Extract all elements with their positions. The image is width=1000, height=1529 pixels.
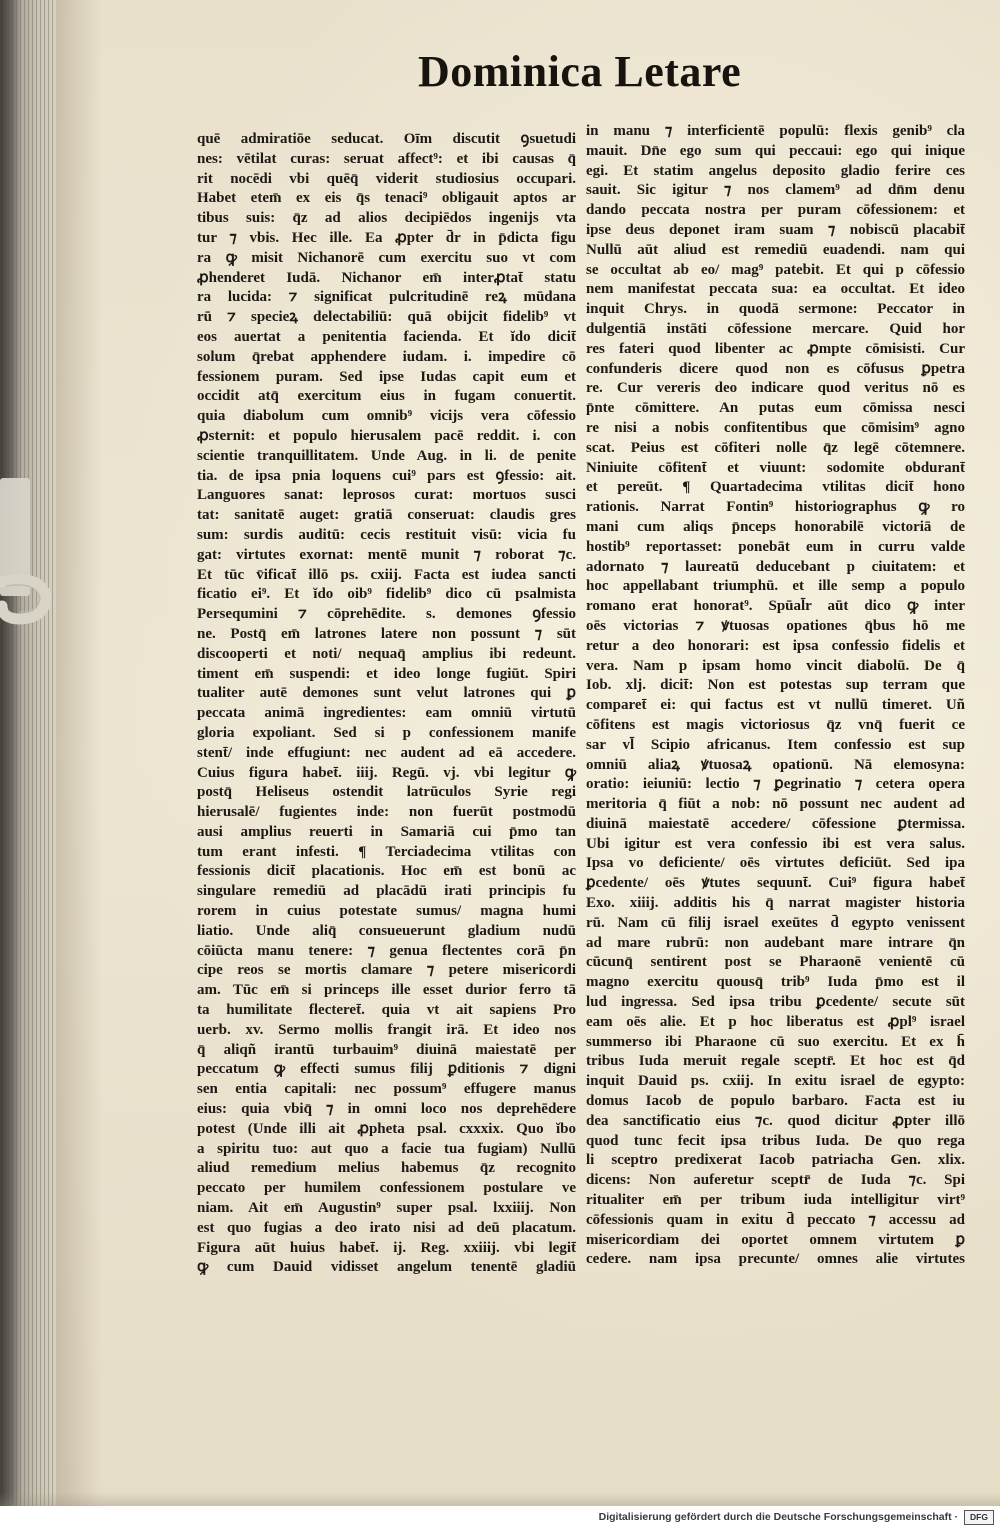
- text-line: aliud remedium melius habemus q̄z recognito: [197, 1160, 576, 1177]
- text-line: dulgentiā instāti cōfessione mercare. Quid hor: [586, 320, 965, 337]
- text-line: Nullū aūt aliud est remediū euadendi. nam qui: [586, 241, 965, 258]
- text-line: ausi amplius reuerti in Samariā cui p̄mo tan: [197, 823, 576, 840]
- text-line: cōfitens est magis victoriosus q̄z vnq̄ fuerit ce: [586, 716, 965, 733]
- text-line: ꝓsternit: et populo hierusalem pacē reddit. i. con: [197, 427, 576, 444]
- text-line: magno exercitu quousq̄ trib⁹ Iuda p̄mo est il: [586, 974, 965, 991]
- text-line: eam oēs alie. Et p hoc liberatus est ꝓpl⁹ israel: [586, 1013, 965, 1030]
- page-title: Dominica Letare: [418, 47, 742, 96]
- text-line: romano erat honorat⁹. Spūal̄r aūt dico ꝙ inter: [586, 598, 965, 615]
- text-line: q̄ aliqñ irantū turbauim⁹ diuinā maiestatē per: [197, 1041, 576, 1058]
- text-line: ꝑcedente/ oēs ꝟtutes sequunt̄. Cui⁹ figura habet̄: [586, 875, 965, 892]
- text-line: rit nocēdi vbi quēq̄ viderit studiosius occupari.: [197, 170, 576, 187]
- footer-credit: Digitalisierung gefördert durch die Deutsche Forschungsgemeinschaft ·: [598, 1511, 958, 1523]
- text-line: ra lucida: ⁊ significat pulcritudinē reꝝ mūdana: [197, 289, 576, 306]
- text-line: Languores sanat: leprosos curat: mortuos susci: [197, 487, 576, 504]
- text-line: tribus Iuda meruit regale sceptr̄. Et hoc est q̄d: [586, 1053, 965, 1070]
- text-line: rū. Nam cū filij israel exeūtes d̄ egypto venissent: [586, 914, 965, 931]
- text-line: timent em̄ suspendi: et ideo longe fugiūt. Spiri: [197, 665, 576, 682]
- text-line: niam. Ait em̄ Augustin⁹ super psal. lxxiiij. Non: [197, 1200, 576, 1217]
- text-line: oratio: ieiuniū: lectio ⁊ ꝑegrinatio ⁊ cetera opera: [586, 776, 965, 793]
- text-line: et pereūt. ¶ Quartadecima vtilitas dicit̄ hono: [586, 479, 965, 496]
- text-line: sen entia capitali: nec possum⁹ effugere manus: [197, 1081, 576, 1098]
- text-line: inquit Dauid ps. cxiij. In exitu israel de egypto:: [586, 1073, 965, 1090]
- text-line: domus Iacob de populo barbaro. Facta est iu: [586, 1093, 965, 1110]
- text-line: Et tūc v̄ificat̄ illō ps. cxiij. Facta est iudea sancti: [197, 566, 576, 583]
- text-line: scientie tranquillitatem. Unde Aug. in li. de penite: [197, 447, 576, 464]
- text-line: oēs victorias ⁊ ꝟtuosas opationes q̄bus hō me: [586, 617, 965, 634]
- text-line: quia diabolum cum omnib⁹ vicijs vera cōfessio: [197, 408, 576, 425]
- text-line: quod tunc fecit ipsa tribus Iuda. De quo rega: [586, 1132, 965, 1149]
- text-line: Cuius figura habet̄. iiij. Regū. vj. vbi legitur ꝙ: [197, 764, 576, 781]
- text-line: hostib⁹ reportasset: ponebāt eum in curru valde: [586, 538, 965, 555]
- text-line: hoc appellabant triumphū. et ille semp a populo: [586, 578, 965, 595]
- text-line: singulare remediū ad placādū irati principis fu: [197, 883, 576, 900]
- text-line: quē admiratiōe seducat. Oīm discutit ꝯsuetudi: [197, 131, 576, 147]
- text-line: mauit. Dn̄e ego sum qui peccaui: ego qui inique: [586, 142, 965, 159]
- text-line: peccatum ꝙ effecti sumus filij ꝑditionis ⁊ digni: [197, 1061, 576, 1078]
- text-line: potest (Unde illi ait ꝓpheta psal. cxxxix. Quo ĭbo: [197, 1120, 576, 1137]
- text-line: scat. Peius est cōfiteri nolle q̄z legē cōtemnere.: [586, 439, 965, 456]
- text-line: rorem in cuius potestate sumus/ magna humi: [197, 903, 576, 920]
- text-line: est quo fugias a deo irato nisi ad deū placatum.: [197, 1219, 576, 1236]
- text-line: hierusalē/ fugientes inde: non fuerūt postmodū: [197, 804, 576, 821]
- text-line: sauit. Sic igitur ⁊ nos clamem⁹ ad dn̄m denu: [586, 182, 965, 199]
- text-line: gat: virtutes exornat: mentē munit ⁊ roborat ⁊c.: [197, 546, 576, 563]
- text-line: re nisi a nobis confitentibus que cōmisim⁹ agno: [586, 419, 965, 436]
- text-line: stent̄/ inde effugiunt: nec audent ad eā accedere.: [197, 744, 576, 761]
- text-line: am. Tūc em̄ si princeps ille esset durior ferro tā: [197, 982, 576, 999]
- text-line: summerso ibi Pharaone cū suo exercitu. Et ex h̄: [586, 1033, 965, 1050]
- text-line: tat: sanitatē auget: gratiā conseruat: claudis gres: [197, 507, 576, 524]
- text-line: comparet̄ ei: qui factus est vt nullū timeret. Uñ: [586, 697, 965, 714]
- text-line: ficatio ei⁹. Et ĭdo oib⁹ fidelib⁹ dico cū psalmista: [197, 586, 576, 603]
- text-line: cōiūcta manu tenere: ⁊ genua flectentes corā p̄n: [197, 942, 576, 959]
- text-line: uerb. xv. Sermo mollis frangit irā. Et ideo nos: [197, 1021, 576, 1038]
- bookmark-strip: [0, 478, 52, 628]
- text-line: sum: surdis auditū: cecis restituit visū: vicia fu: [197, 526, 576, 543]
- text-line: a spiritu tuo: aut quo a facie tua fugiam) Nullū: [197, 1140, 576, 1157]
- text-line: peccata animā ingredientes: eam omniū virtutū: [197, 705, 576, 722]
- text-line: eos auertat a penitentia facienda. Et ĭdo dicit̄: [197, 328, 576, 345]
- text-line: p̄nte cōmittere. An putas eum cōmissa nesci: [586, 400, 965, 417]
- right-text-column: [586, 122, 965, 1270]
- text-line: adornato ⁊ laureatū deducebant p ciuitatem: et: [586, 558, 965, 575]
- text-line: in manu ⁊ interficientē populū: flexis genib⁹ cla: [586, 123, 965, 139]
- text-line: diuinā maiestatē accedere/ cōfessione ꝑtermissa.: [586, 815, 965, 832]
- dfg-logo: DFG: [964, 1510, 994, 1525]
- text-line: dando peccata nostra per puram cōfessionem: et: [586, 202, 965, 219]
- text-line: ꝙ cum Dauid vidisset angelum tenentē gladiū: [197, 1259, 576, 1276]
- text-line: cōfessionis quam in exitu d̄ peccato ⁊ accessu ad: [586, 1211, 965, 1228]
- text-line: Ipsa vo deficiente/ oēs virtutes deficiūt. Sed ipa: [586, 855, 965, 872]
- text-line: Ubi igitur est vera confessio ibi est vera salus.: [586, 835, 965, 852]
- text-line: retur a deo honorari: est ipsa confessio fidelis et: [586, 637, 965, 654]
- left-text-column: [197, 130, 576, 1278]
- text-line: se occultat ab eo/ mag⁹ patebit. Et qui p cōfessio: [586, 261, 965, 278]
- text-line: res fateri quod libenter ac ꝓmpte cōmisisti. Cur: [586, 340, 965, 357]
- text-line: rationis. Narrat Fontin⁹ historiographus ꝙ ro: [586, 499, 965, 516]
- stacked-page-edges: [0, 0, 56, 1506]
- text-line: Iob. xlj. dicit̄: Non est potestas sup terram que: [586, 677, 965, 694]
- text-line: ad mare rubrū: non audebant mare intrare q̄n: [586, 934, 965, 951]
- text-line: ipse deus deponet iram suam ⁊ nobiscū placabit̄: [586, 221, 965, 238]
- text-line: rū ⁊ specieꝝ delectabiliū: quā obijcit fidelib⁹ vt: [197, 309, 576, 326]
- text-line: Exo. xiiij. additis his q̄ narrat magister historia: [586, 895, 965, 912]
- text-line: li sceptro predixerat Iacob patriacha Gen. xlix.: [586, 1152, 965, 1169]
- text-line: Persequmini ⁊ cōprehēdite. s. demones ꝯfessio: [197, 606, 576, 623]
- text-line: ritualiter em̄ per tribum iuda intelligitur virt⁹: [586, 1192, 965, 1209]
- text-line: eius: quia vbiq̄ ⁊ in omni loco nos deprehēdere: [197, 1101, 576, 1118]
- text-line: sar vl̄ Scipio africanus. Item confessio est sup: [586, 736, 965, 753]
- text-line: discooperti et noti/ nequaq̄ amplius ibi redeunt.: [197, 645, 576, 662]
- text-line: cipe reos se mortis clamare ⁊ petere misericordi: [197, 962, 576, 979]
- text-line: Habet etem̄ ex eis q̄s tenaci⁹ obligauit aptos ar: [197, 190, 576, 207]
- text-line: nem manifestat peccata sua: ea occultat. Et ideo: [586, 281, 965, 298]
- text-line: tum erant infesti. ¶ Terciadecima vtilitas con: [197, 843, 576, 860]
- text-line: liatio. Unde aliq̄ consueuerunt gladium nudū: [197, 922, 576, 939]
- text-line: misericordiam dei oportet omnem virtutem ꝑ: [586, 1231, 965, 1248]
- text-line: postq̄ Heliseus ostendit latrūculos Syrie regi: [197, 784, 576, 801]
- text-line: egi. Et statim angelus deposito gladio ferire ces: [586, 162, 965, 179]
- text-line: lud ingressa. Sed ipsa tribu ꝑcedente/ secute sūt: [586, 994, 965, 1011]
- text-line: Figura aūt huius habet̄. ij. Reg. xxiiij. vbi legit̄: [197, 1239, 576, 1256]
- text-line: nes: vētilat curas: seruat affect⁹: et ibi causas q̄: [197, 150, 576, 167]
- text-line: tia. de ipsa pnia loquens cui⁹ pars est ꝯfessio: ait.: [197, 467, 576, 484]
- text-line: gloria expoliant. Sed si p confessionem manife: [197, 724, 576, 741]
- text-line: fessionis dicit̄ placationis. Hoc em̄ est bonū ac: [197, 863, 576, 880]
- footer-bar: [0, 1506, 1000, 1529]
- text-line: peccato per humilem confessionem postulare ve: [197, 1180, 576, 1197]
- gutter-shadow: [56, 0, 102, 1506]
- text-line: tualiter autē demones sunt velut latrones qui ꝑ: [197, 685, 576, 702]
- text-line: occidit atq̄ exercitum eius in fugam conuertit.: [197, 388, 576, 405]
- text-line: omniū aliaꝝ ꝟtuosaꝝ opationū. Nā elemosyna:: [586, 756, 965, 773]
- text-line: dicens: Non auferetur sceptr̄ de Iuda ⁊c. Spi: [586, 1172, 965, 1189]
- text-line: ne. Postq̄ em̄ latrones latere non possunt ⁊ sūt: [197, 625, 576, 642]
- text-line: mani cum aliqs p̄nceps honorabilē victoriā de: [586, 518, 965, 535]
- text-line: confunderis dicere quod non es cōfusus ꝑpetra: [586, 360, 965, 377]
- text-line: fessionem puram. Sed ipse Iudas capit eum et: [197, 368, 576, 385]
- text-line: re. Cur vereris deo indicare quod veritus nō es: [586, 380, 965, 397]
- text-line: vera. Nam p ipsam homo vincit diabolū. De q̄: [586, 657, 965, 674]
- text-line: ta humilitate flecteret̄. quia vt ait sapiens Pro: [197, 1002, 576, 1019]
- bottom-page-edge: [0, 1492, 1000, 1506]
- text-line: cūcunq̄ sentirent post se Pharaonē venientē cū: [586, 954, 965, 971]
- text-line: Niniuite cōfitent̄ et viuunt: sodomite obdurant̄: [586, 459, 965, 476]
- text-line: tur ⁊ vbis. Hec ille. Ea ꝓpter d̄r in p̄dicta figu: [197, 229, 576, 246]
- text-line: meritoria q̄ fiūt a nob: nō possunt nec audent ad: [586, 796, 965, 813]
- text-line: solum q̄rebat apphendere iudam. i. impedire cō: [197, 348, 576, 365]
- text-line: ra ꝙ misit Nichanorē cum exercitu suo vt com: [197, 249, 576, 266]
- text-line: inquit Chrys. in quodā sermone: Peccator in: [586, 301, 965, 318]
- text-line: dea sanctificatio eius ⁊c. quod dicitur ꝓpter illō: [586, 1112, 965, 1129]
- text-line: cedere. nam ipsa precunte/ omnes alie virtutes: [586, 1251, 965, 1268]
- text-line: ꝓhenderet Iudā. Nichanor em̄ interꝓtat̄ statu: [197, 269, 576, 286]
- text-line: tibus suis: q̄z ad alios decipiēdos ingenijs vta: [197, 210, 576, 227]
